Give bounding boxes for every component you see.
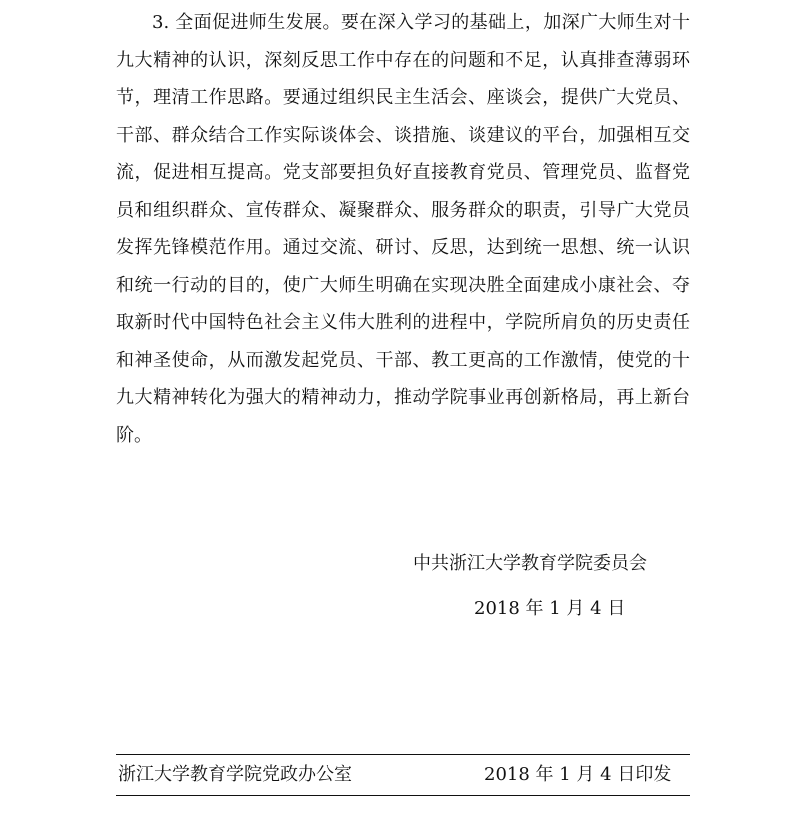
footer-issue-date: 2018 年 1 月 4 日印发	[484, 764, 672, 785]
signature-organization: 中共浙江大学教育学院委员会	[413, 553, 647, 574]
body-paragraph: 3. 全面促进师生发展。要在深入学习的基础上，加深广大师生对十九大精神的认识，深刻反思工作中存在的问题和不足，认真排查薄弱环节，理清工作思路。要通过组织民主生活会、座谈会，提供广大党员、干部、群众结合工作实际谈体会、谈措施、谈建议的平台，加强相互交流，促进相互提高。党支部要担负好直接教育党员、管理党员、监督党员和组织群众、宣传群众、凝聚群众、服务群众的职责，引导广大党员发挥先锋模范作用。通过交流、研讨、反思，达到统一思想、统一认识和统一行动的目的，使广大师生明确在实现决胜全面建成小康社会、夺取新时代中国特色社会主义伟大胜利的进程中，学院所肩负的历史责任和神圣使命，从而激发起党员、干部、教工更高的工作激情，使党的十九大精神转化为强大的精神动力，推动学院事业再创新格局，再上新台阶。	[116, 12, 690, 446]
footer-issuing-office: 浙江大学教育学院党政办公室	[118, 764, 352, 785]
footer-bottom-rule	[116, 795, 690, 796]
signature-date: 2018 年 1 月 4 日	[474, 598, 626, 619]
footer-top-rule	[116, 754, 690, 755]
